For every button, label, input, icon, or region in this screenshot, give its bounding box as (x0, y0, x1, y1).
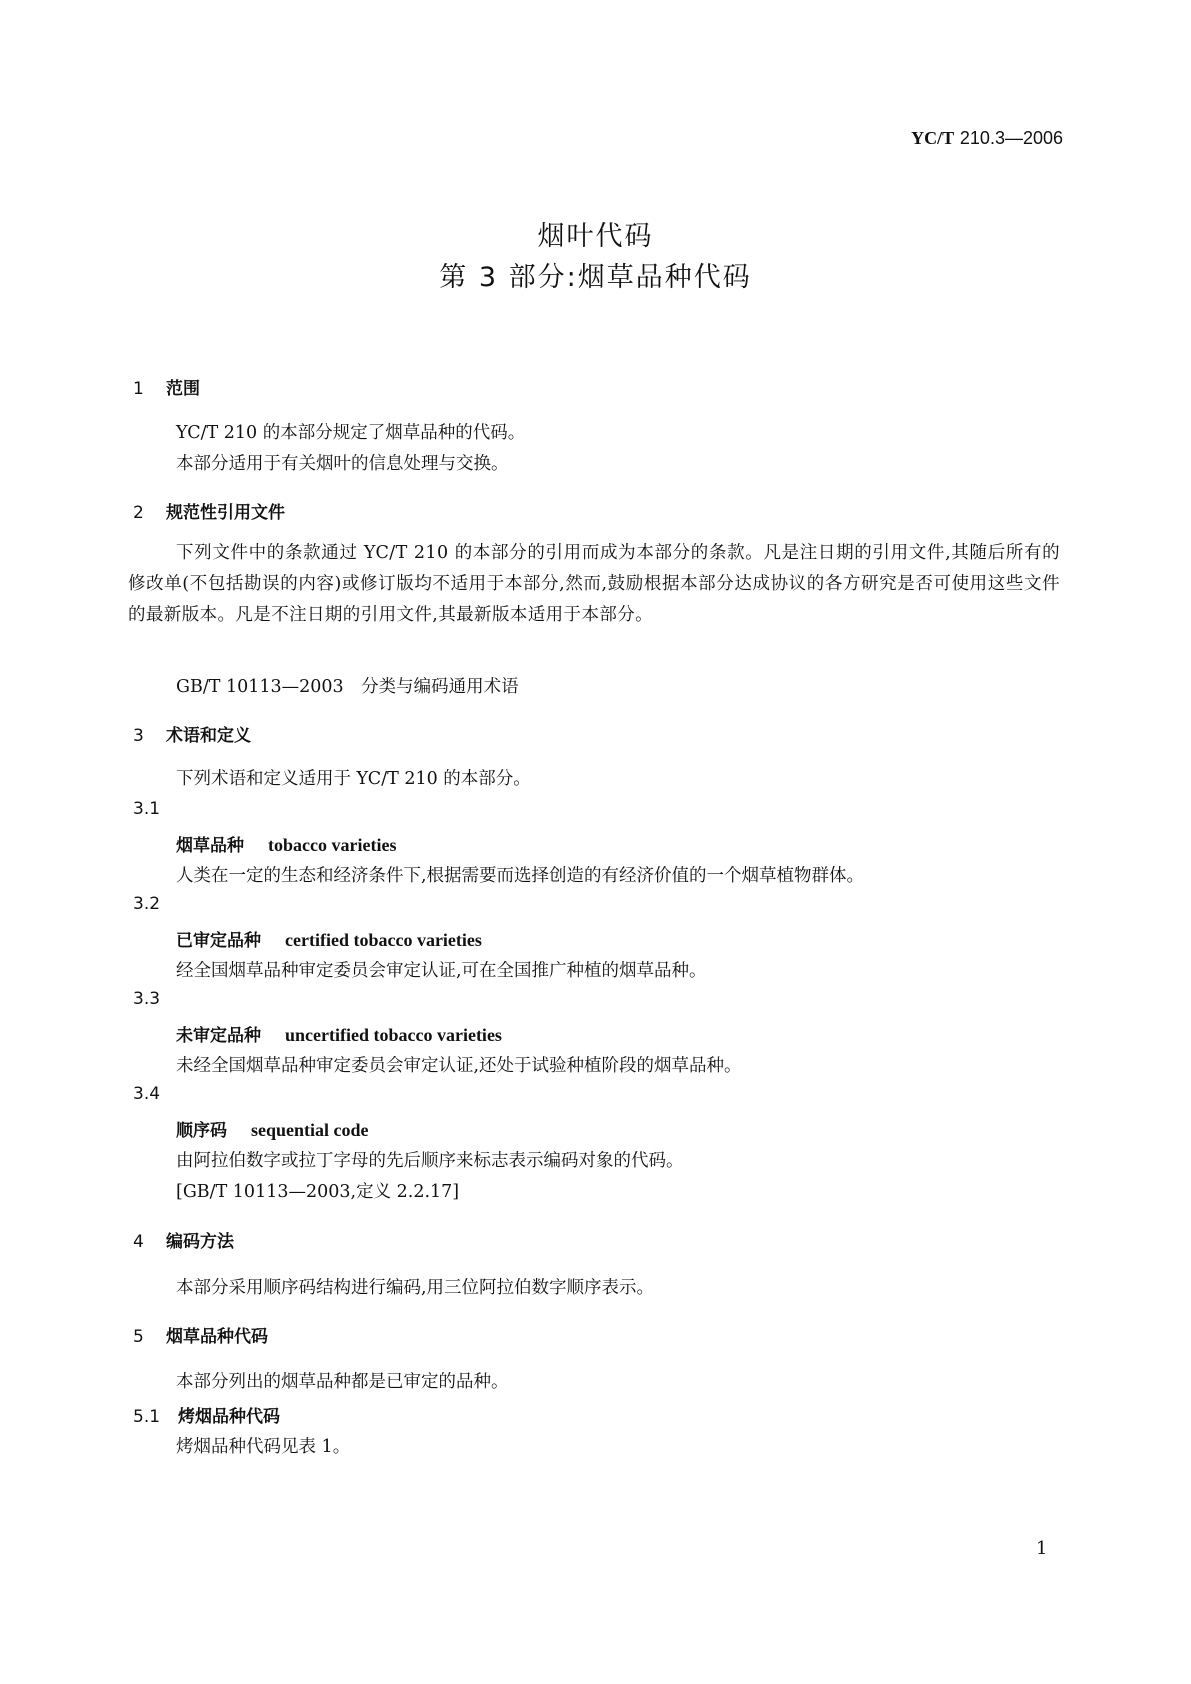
section-number: 5.1 (133, 1407, 161, 1427)
term-cn: 未审定品种 (176, 1026, 261, 1046)
term-cn: 烟草品种 (176, 836, 244, 856)
section-5-1-heading (133, 1402, 280, 1427)
section-4-paragraph: 本部分采用顺序码结构进行编码,用三位阿拉伯数字顺序表示。 (176, 1278, 655, 1298)
term-number: 3.2 (133, 894, 161, 914)
section-2-heading (133, 498, 285, 523)
term-en: sequential code (251, 1120, 369, 1140)
section-number: 1 (133, 379, 144, 399)
section-1-paragraph-1: YC/T 210 的本部分规定了烟草品种的代码。 (176, 423, 526, 443)
section-3-intro: 下列术语和定义适用于 YC/T 210 的本部分。 (176, 769, 531, 789)
section-title: 编码方法 (166, 1232, 234, 1252)
term-definition: 经全国烟草品种审定委员会审定认证,可在全国推广种植的烟草品种。 (176, 961, 707, 981)
term-heading (176, 926, 482, 951)
section-5-heading (133, 1322, 268, 1347)
term-heading (176, 831, 396, 856)
section-5-paragraph: 本部分列出的烟草品种都是已审定的品种。 (176, 1372, 509, 1392)
section-4-heading (133, 1227, 234, 1252)
doc-title: 烟叶代码 (537, 221, 654, 252)
term-en: certified tobacco varieties (285, 930, 482, 950)
term-heading (176, 1116, 369, 1141)
term-heading (176, 1021, 502, 1046)
doc-subtitle: 第 3 部分:烟草品种代码 (439, 262, 752, 293)
term-source: [GB/T 10113—2003,定义 2.2.17] (176, 1182, 460, 1202)
section-5-1-paragraph: 烤烟品种代码见表 1。 (176, 1437, 351, 1457)
section-number: 2 (133, 503, 144, 523)
term-cn: 顺序码 (176, 1121, 227, 1141)
section-title: 范围 (166, 379, 200, 399)
term-number: 3.3 (133, 989, 161, 1009)
term-definition: 由阿拉伯数字或拉丁字母的先后顺序来标志表示编码对象的代码。 (176, 1151, 684, 1171)
section-2-paragraph: 下列文件中的条款通过 YC/T 210 的本部分的引用而成为本部分的条款。凡是注日期的引用文件,其随后所有的修改单(不包括勘误的内容)或修订版均不适用于本部分,然而,鼓励根据本部分达成协议的各方研究是否可使用这些文件的最新版本。凡是不注日期的引用文件,其最新版本适用于本部分。 (128, 543, 1060, 625)
term-definition: 人类在一定的生态和经济条件下,根据需要而选择创造的有经济价值的一个烟草植物群体。 (176, 866, 865, 886)
section-number: 3 (133, 726, 144, 746)
term-en: tobacco varieties (268, 835, 397, 855)
term-number: 3.1 (133, 799, 161, 819)
page-number: 1 (1036, 1538, 1048, 1559)
section-title: 术语和定义 (166, 726, 251, 746)
section-1-paragraph-2: 本部分适用于有关烟叶的信息处理与交换。 (176, 454, 509, 474)
term-cn: 已审定品种 (176, 931, 261, 951)
section-number: 5 (133, 1327, 144, 1347)
standard-number: 210.3—2006 (959, 128, 1063, 148)
term-number: 3.4 (133, 1084, 161, 1104)
section-number: 4 (133, 1232, 144, 1252)
section-3-heading (133, 721, 251, 746)
section-title: 烤烟品种代码 (178, 1407, 281, 1427)
section-title: 烟草品种代码 (166, 1327, 268, 1347)
standard-prefix: YC/T (911, 128, 955, 148)
term-definition: 未经全国烟草品种审定委员会审定认证,还处于试验种植阶段的烟草品种。 (176, 1056, 742, 1076)
term-en: uncertified tobacco varieties (285, 1025, 502, 1045)
normative-reference: GB/T 10113—2003 分类与编码通用术语 (176, 677, 519, 697)
section-1-heading (133, 374, 200, 399)
standard-code (911, 128, 1063, 149)
section-title: 规范性引用文件 (166, 503, 285, 523)
